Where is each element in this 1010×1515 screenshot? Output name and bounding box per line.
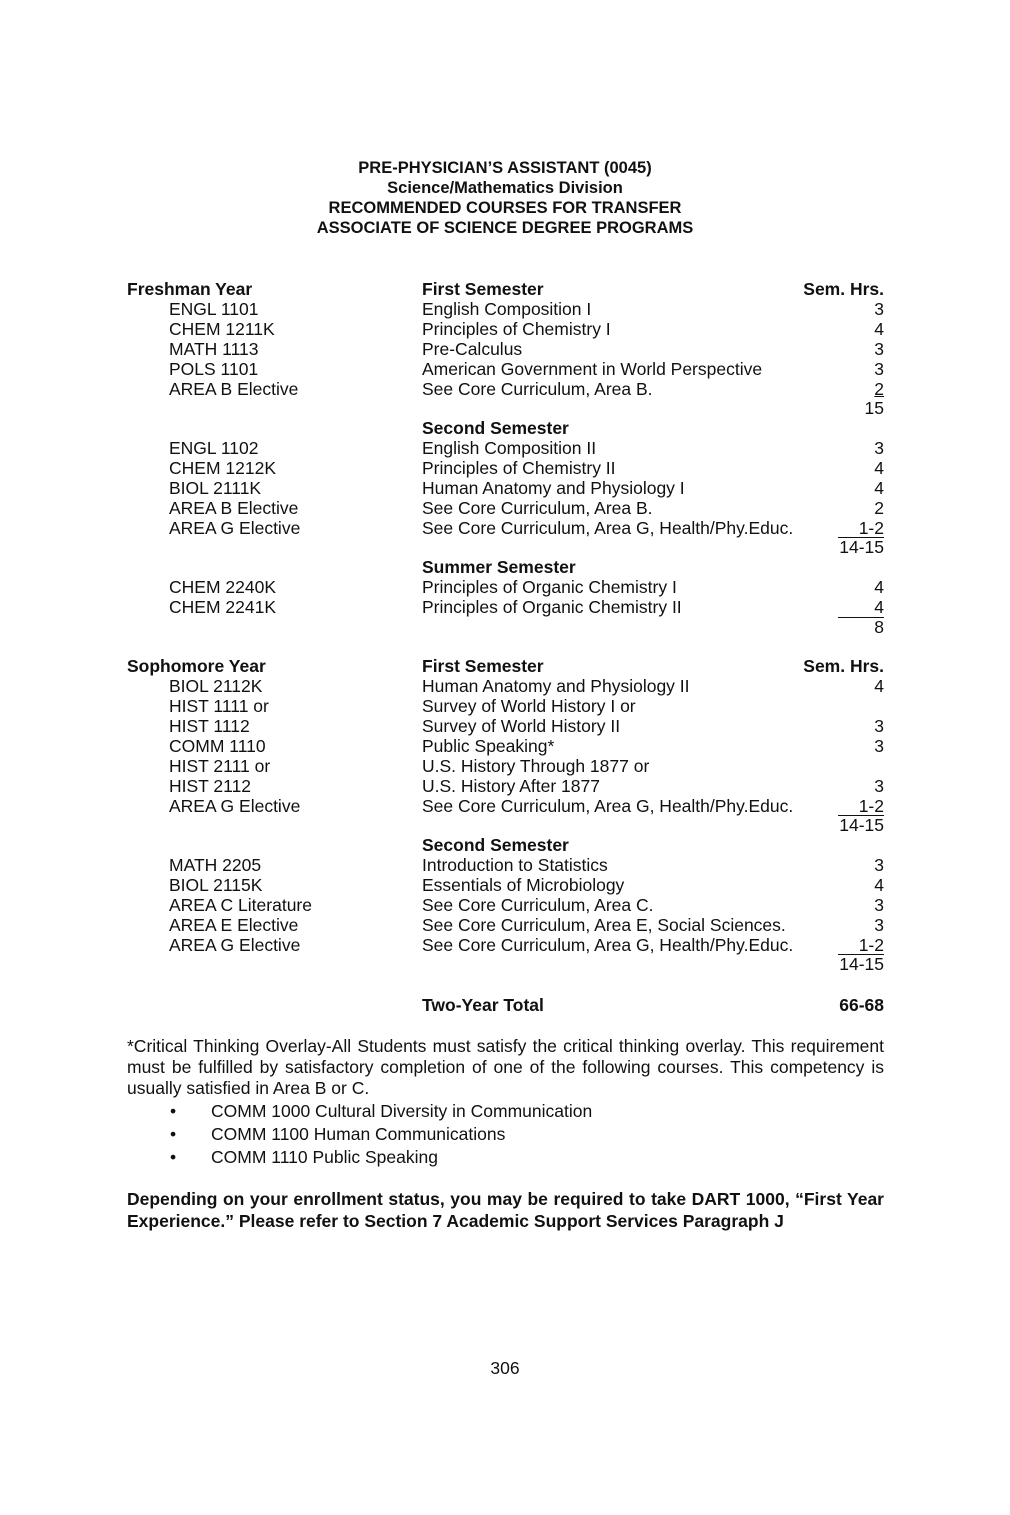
- division-name: Science/Mathematics Division: [387, 179, 623, 197]
- course-hours: 1-2: [858, 796, 884, 816]
- course-title: See Core Curriculum, Area G, Health/Phy.Educ.: [422, 935, 794, 955]
- course-row: [0, 518, 1010, 538]
- sem-hrs-header: Sem. Hrs.: [803, 279, 884, 299]
- semester-subtotal: 14-15: [839, 537, 884, 557]
- course-title: Principles of Organic Chemistry II: [422, 597, 682, 617]
- course-row: [0, 458, 1010, 478]
- header-subtitle: RECOMMENDED COURSES FOR TRANSFER: [328, 199, 682, 217]
- semester-subtotal: 14-15: [839, 954, 884, 974]
- course-hours: 3: [874, 716, 884, 736]
- course-code: ENGL 1102: [169, 438, 259, 458]
- course-title: See Core Curriculum, Area E, Social Sciences.: [422, 915, 786, 935]
- course-title: Survey of World History I or: [422, 696, 636, 716]
- course-code: MATH 1113: [169, 339, 259, 359]
- course-title: English Composition II: [422, 438, 597, 458]
- course-title: Public Speaking*: [422, 736, 555, 756]
- course-row: [0, 379, 1010, 399]
- course-code: AREA B Elective: [169, 379, 299, 399]
- course-code: CHEM 2241K: [169, 597, 276, 617]
- course-code: HIST 1111 or: [169, 696, 269, 716]
- course-row: [0, 299, 1010, 319]
- bullet-text: COMM 1110 Public Speaking: [211, 1147, 438, 1167]
- course-row: [0, 895, 1010, 915]
- course-hours: 3: [874, 776, 884, 796]
- course-hours: 4: [874, 478, 884, 498]
- freshman-summer-semester-label: Summer Semester: [422, 557, 576, 577]
- course-code: COMM 1110: [169, 736, 266, 756]
- total-row: [0, 995, 1010, 1015]
- course-row: [0, 676, 1010, 696]
- subtotal-row: [0, 617, 1010, 637]
- course-row: [0, 796, 1010, 816]
- course-hours: 3: [874, 895, 884, 915]
- course-hours: 1-2: [858, 935, 884, 955]
- course-hours: 3: [874, 339, 884, 359]
- semester-heading-row: [0, 557, 1010, 577]
- course-title: Human Anatomy and Physiology II: [422, 676, 690, 696]
- course-title: Essentials of Microbiology: [422, 875, 625, 895]
- sophomore-second-semester-label: Second Semester: [422, 835, 569, 855]
- freshman-year-label: Freshman Year: [127, 279, 253, 299]
- course-code: HIST 2112: [169, 776, 252, 796]
- course-hours: 4: [874, 875, 884, 895]
- course-title: Principles of Chemistry I: [422, 319, 611, 339]
- course-code: POLS 1101: [169, 359, 259, 379]
- course-hours: 4: [874, 577, 884, 597]
- bullet-icon: •: [170, 1124, 177, 1144]
- course-title: U.S. History After 1877: [422, 776, 600, 796]
- bullet-text: COMM 1000 Cultural Diversity in Communication: [211, 1101, 593, 1121]
- bullet-icon: •: [170, 1147, 177, 1167]
- course-code: CHEM 1211K: [169, 319, 275, 339]
- course-row: [0, 319, 1010, 339]
- course-code: AREA G Elective: [169, 935, 301, 955]
- course-code: BIOL 2115K: [169, 875, 263, 895]
- course-code: AREA B Elective: [169, 498, 299, 518]
- freshman-second-semester-label: Second Semester: [422, 418, 569, 438]
- course-title: American Government in World Perspective: [422, 359, 763, 379]
- course-hours: 3: [874, 855, 884, 875]
- bullet-text: COMM 1100 Human Communications: [211, 1124, 506, 1144]
- course-row: [0, 577, 1010, 597]
- course-title: See Core Curriculum, Area G, Health/Phy.Educ.: [422, 796, 794, 816]
- degree-program: ASSOCIATE OF SCIENCE DEGREE PROGRAMS: [316, 219, 694, 237]
- course-title: See Core Curriculum, Area G, Health/Phy.Educ.: [422, 518, 794, 538]
- course-hours: 3: [874, 299, 884, 319]
- semester-subtotal: 8: [874, 617, 884, 637]
- course-hours: 4: [874, 458, 884, 478]
- freshman-heading-row: [0, 279, 1010, 299]
- course-hours: 3: [874, 736, 884, 756]
- semester-subtotal: 15: [864, 398, 884, 418]
- course-row: [0, 339, 1010, 359]
- course-hours: 2: [874, 498, 884, 518]
- program-title: PRE-PHYSICIAN’S ASSISTANT (0045): [358, 159, 652, 177]
- course-hours: 2: [874, 379, 884, 399]
- course-title: U.S. History Through 1877 or: [422, 756, 650, 776]
- course-title: See Core Curriculum, Area B.: [422, 379, 653, 399]
- course-hours: 4: [874, 676, 884, 696]
- course-title: Introduction to Statistics: [422, 855, 608, 875]
- course-hours: 3: [874, 915, 884, 935]
- course-code: CHEM 1212K: [169, 458, 276, 478]
- course-hours: 3: [874, 359, 884, 379]
- course-code: MATH 2205: [169, 855, 262, 875]
- dart-requirement-note: Depending on your enrollment status, you may be required to take DART 1000, “First Year Experience.” Please refer to Section 7 Academic Support Services Paragraph J: [127, 1189, 884, 1231]
- course-row: [0, 498, 1010, 518]
- course-row: [0, 438, 1010, 458]
- subtotal-row: [0, 954, 1010, 974]
- course-code: HIST 2111 or: [169, 756, 271, 776]
- course-hours: 4: [874, 319, 884, 339]
- course-title: Pre-Calculus: [422, 339, 523, 359]
- course-row: [0, 915, 1010, 935]
- course-row: [0, 855, 1010, 875]
- page-number: 306: [490, 1358, 520, 1378]
- course-row: [0, 359, 1010, 379]
- course-title: Human Anatomy and Physiology I: [422, 478, 685, 498]
- course-row: [0, 756, 1010, 776]
- two-year-total-value: 66-68: [839, 995, 884, 1015]
- sophomore-year-label: Sophomore Year: [127, 656, 266, 676]
- course-code: ENGL 1101: [169, 299, 259, 319]
- course-code: BIOL 2111K: [169, 478, 262, 498]
- sem-hrs-header: Sem. Hrs.: [803, 656, 884, 676]
- course-title: English Composition I: [422, 299, 592, 319]
- course-title: Survey of World History II: [422, 716, 621, 736]
- semester-heading-row: [0, 835, 1010, 855]
- course-title: See Core Curriculum, Area B.: [422, 498, 653, 518]
- course-code: HIST 1112: [169, 716, 250, 736]
- semester-heading-row: [0, 418, 1010, 438]
- course-row: [0, 736, 1010, 756]
- course-row: [0, 696, 1010, 716]
- course-code: AREA G Elective: [169, 518, 301, 538]
- course-hours: 1-2: [858, 518, 884, 538]
- course-title: Principles of Chemistry II: [422, 458, 616, 478]
- course-row: [0, 875, 1010, 895]
- course-row: [0, 716, 1010, 736]
- subtotal-row: [0, 815, 1010, 835]
- course-code: CHEM 2240K: [169, 577, 276, 597]
- course-title: Principles of Organic Chemistry I: [422, 577, 677, 597]
- course-code: AREA E Elective: [169, 915, 299, 935]
- course-row: [0, 597, 1010, 617]
- critical-thinking-note: *Critical Thinking Overlay-All Students must satisfy the critical thinking overlay. This requirement must be fulfilled by satisfactory completion of one of the following courses. This competency is usually satisfied in Area B or C.: [127, 1036, 884, 1098]
- course-title: See Core Curriculum, Area C.: [422, 895, 654, 915]
- two-year-total-label: Two-Year Total: [422, 995, 544, 1015]
- document-header: [0, 158, 1010, 238]
- course-hours: 3: [874, 438, 884, 458]
- bullet-icon: •: [170, 1101, 177, 1121]
- sophomore-first-semester-label: First Semester: [422, 656, 544, 676]
- course-hours: 4: [874, 597, 884, 617]
- subtotal-row: [0, 537, 1010, 557]
- course-code: AREA G Elective: [169, 796, 301, 816]
- course-code: BIOL 2112K: [169, 676, 263, 696]
- subtotal-row: [0, 398, 1010, 418]
- course-row: [0, 776, 1010, 796]
- freshman-first-semester-label: First Semester: [422, 279, 544, 299]
- course-code: AREA C Literature: [169, 895, 312, 915]
- sophomore-heading-row: [0, 656, 1010, 676]
- semester-subtotal: 14-15: [839, 815, 884, 835]
- course-row: [0, 935, 1010, 955]
- course-row: [0, 478, 1010, 498]
